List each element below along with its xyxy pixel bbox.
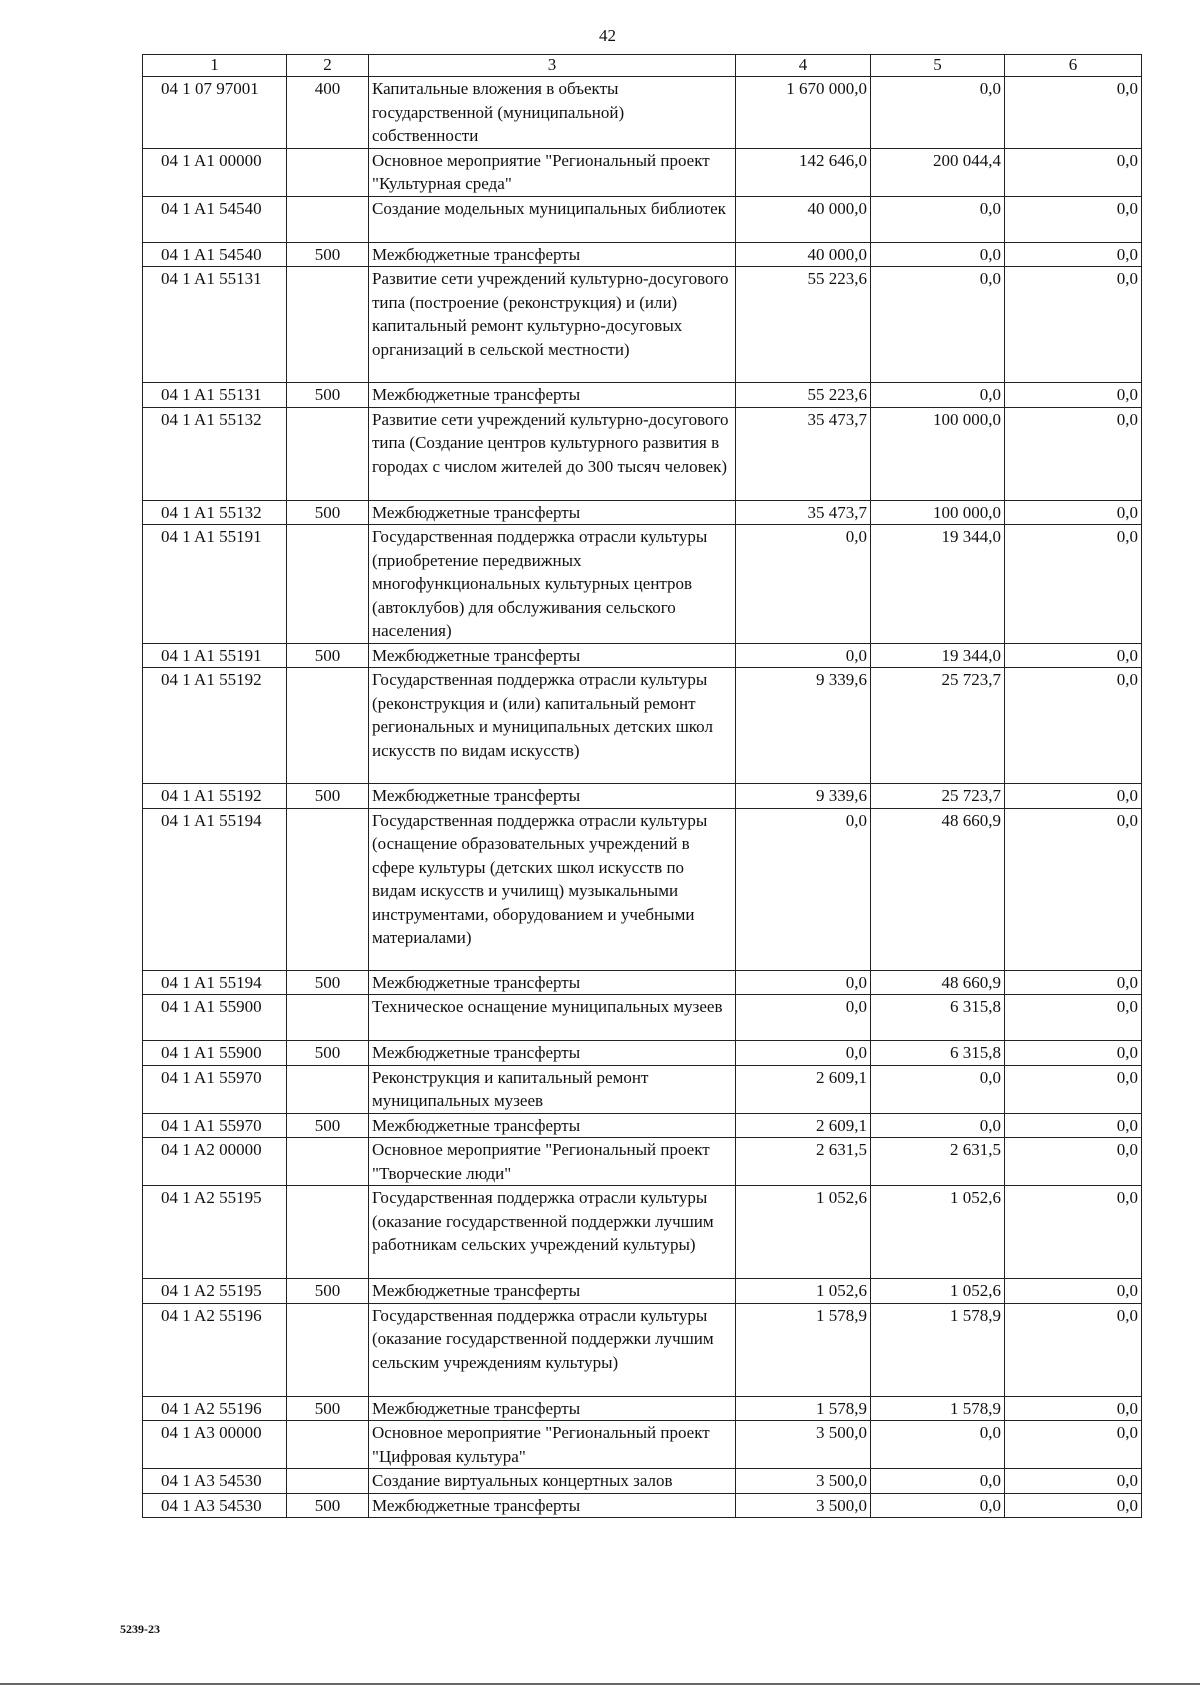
value-cell-6: 0,0 [1005,1279,1142,1304]
code-cell: 04 1 A1 55131 [143,383,287,408]
code-cell: 04 1 A2 00000 [143,1138,287,1186]
code-cell: 04 1 A1 55194 [143,970,287,995]
table-row [143,383,1142,408]
type-cell [287,407,369,500]
value-cell-4: 0,0 [736,525,871,644]
value-cell-6: 0,0 [1005,808,1142,970]
code-cell: 04 1 A1 55192 [143,784,287,809]
type-cell [287,1421,369,1469]
value-cell-5: 1 052,6 [871,1279,1005,1304]
table-row [143,995,1142,1041]
column-header: 3 [369,55,736,77]
table-row [143,500,1142,525]
name-cell: Развитие сети учреждений культурно-досугового типа (построение (реконструкция) и (или) капитальный ремонт культурно-досуговых организаций в сельской местности) [369,267,736,383]
value-cell-5: 0,0 [871,1493,1005,1518]
value-cell-5: 1 052,6 [871,1186,1005,1279]
value-cell-5: 2 631,5 [871,1138,1005,1186]
value-cell-4: 1 052,6 [736,1279,871,1304]
value-cell-5: 48 660,9 [871,808,1005,970]
value-cell-5: 25 723,7 [871,784,1005,809]
document-code: 5239-23 [120,1622,160,1636]
value-cell-4: 1 052,6 [736,1186,871,1279]
value-cell-6: 0,0 [1005,1303,1142,1396]
value-cell-6: 0,0 [1005,1138,1142,1186]
table-row [143,1138,1142,1186]
value-cell-6: 0,0 [1005,643,1142,668]
value-cell-4: 1 670 000,0 [736,77,871,149]
value-cell-4: 35 473,7 [736,500,871,525]
table-row [143,668,1142,784]
type-cell: 500 [287,383,369,408]
code-cell: 04 1 A1 55132 [143,500,287,525]
code-cell: 04 1 A1 55191 [143,643,287,668]
value-cell-4: 0,0 [736,995,871,1041]
name-cell: Межбюджетные трансферты [369,784,736,809]
table-row [143,1065,1142,1113]
name-cell: Основное мероприятие "Региональный проект "Культурная среда" [369,148,736,196]
value-cell-4: 35 473,7 [736,407,871,500]
budget-table [142,54,1142,1518]
column-header: 1 [143,55,287,77]
value-cell-4: 9 339,6 [736,784,871,809]
value-cell-5: 1 578,9 [871,1303,1005,1396]
value-cell-6: 0,0 [1005,525,1142,644]
code-cell: 04 1 A1 54540 [143,196,287,242]
name-cell: Межбюджетные трансферты [369,242,736,267]
table-row [143,525,1142,644]
code-cell: 04 1 A1 55194 [143,808,287,970]
type-cell: 500 [287,1113,369,1138]
value-cell-4: 3 500,0 [736,1493,871,1518]
type-cell [287,148,369,196]
name-cell: Межбюджетные трансферты [369,643,736,668]
value-cell-5: 25 723,7 [871,668,1005,784]
value-cell-5: 0,0 [871,267,1005,383]
table-row [143,784,1142,809]
code-cell: 04 1 A1 55131 [143,267,287,383]
value-cell-4: 55 223,6 [736,383,871,408]
value-cell-5: 0,0 [871,383,1005,408]
column-header: 5 [871,55,1005,77]
type-cell [287,267,369,383]
code-cell: 04 1 A1 55970 [143,1065,287,1113]
name-cell: Межбюджетные трансферты [369,1396,736,1421]
value-cell-5: 0,0 [871,1065,1005,1113]
code-cell: 04 1 07 97001 [143,77,287,149]
value-cell-6: 0,0 [1005,1186,1142,1279]
type-cell: 400 [287,77,369,149]
code-cell: 04 1 A1 55970 [143,1113,287,1138]
value-cell-4: 0,0 [736,1041,871,1066]
type-cell: 500 [287,1279,369,1304]
code-cell: 04 1 A2 55196 [143,1303,287,1396]
code-cell: 04 1 A2 55195 [143,1279,287,1304]
value-cell-6: 0,0 [1005,148,1142,196]
value-cell-5: 100 000,0 [871,407,1005,500]
table-row [143,970,1142,995]
type-cell [287,808,369,970]
value-cell-6: 0,0 [1005,668,1142,784]
type-cell: 500 [287,643,369,668]
code-cell: 04 1 A1 55191 [143,525,287,644]
value-cell-6: 0,0 [1005,500,1142,525]
value-cell-4: 0,0 [736,808,871,970]
value-cell-4: 3 500,0 [736,1421,871,1469]
value-cell-6: 0,0 [1005,267,1142,383]
table-row [143,1421,1142,1469]
table-row [143,643,1142,668]
value-cell-5: 200 044,4 [871,148,1005,196]
value-cell-4: 1 578,9 [736,1396,871,1421]
table-row [143,196,1142,242]
name-cell: Государственная поддержка отрасли культуры (приобретение передвижных многофункциональных культурных центров (автоклубов) для обслуживания сельского населения) [369,525,736,644]
value-cell-6: 0,0 [1005,196,1142,242]
value-cell-5: 0,0 [871,196,1005,242]
value-cell-6: 0,0 [1005,242,1142,267]
code-cell: 04 1 A3 00000 [143,1421,287,1469]
value-cell-4: 1 578,9 [736,1303,871,1396]
code-cell: 04 1 A1 55900 [143,995,287,1041]
value-cell-4: 9 339,6 [736,668,871,784]
name-cell: Капитальные вложения в объекты государственной (муниципальной) собственности [369,77,736,149]
type-cell [287,1065,369,1113]
table-row [143,1041,1142,1066]
value-cell-4: 3 500,0 [736,1469,871,1494]
code-cell: 04 1 A2 55195 [143,1186,287,1279]
value-cell-6: 0,0 [1005,1041,1142,1066]
value-cell-6: 0,0 [1005,77,1142,149]
value-cell-4: 2 609,1 [736,1065,871,1113]
table-row [143,1396,1142,1421]
name-cell: Государственная поддержка отрасли культуры (реконструкция и (или) капитальный ремонт региональных и муниципальных детских школ искусств по видам искусств) [369,668,736,784]
value-cell-4: 2 609,1 [736,1113,871,1138]
value-cell-4: 40 000,0 [736,242,871,267]
table-row [143,1469,1142,1494]
value-cell-4: 142 646,0 [736,148,871,196]
value-cell-4: 0,0 [736,970,871,995]
table-row [143,1279,1142,1304]
type-cell [287,525,369,644]
value-cell-6: 0,0 [1005,407,1142,500]
column-header: 6 [1005,55,1142,77]
code-cell: 04 1 A1 55900 [143,1041,287,1066]
code-cell: 04 1 A1 00000 [143,148,287,196]
type-cell [287,196,369,242]
table-row [143,1493,1142,1518]
type-cell [287,1186,369,1279]
value-cell-5: 6 315,8 [871,1041,1005,1066]
table-row [143,77,1142,149]
name-cell: Государственная поддержка отрасли культуры (оказание государственной поддержки лучшим сельским учреждениям культуры) [369,1303,736,1396]
type-cell [287,1469,369,1494]
type-cell [287,668,369,784]
type-cell: 500 [287,1493,369,1518]
value-cell-4: 0,0 [736,643,871,668]
value-cell-4: 2 631,5 [736,1138,871,1186]
page-number: 42 [599,26,616,45]
name-cell: Межбюджетные трансферты [369,1279,736,1304]
name-cell: Межбюджетные трансферты [369,383,736,408]
value-cell-6: 0,0 [1005,970,1142,995]
type-cell [287,1303,369,1396]
type-cell [287,995,369,1041]
value-cell-5: 0,0 [871,242,1005,267]
value-cell-6: 0,0 [1005,1469,1142,1494]
column-header: 2 [287,55,369,77]
value-cell-5: 19 344,0 [871,525,1005,644]
type-cell: 500 [287,784,369,809]
value-cell-5: 0,0 [871,77,1005,149]
value-cell-5: 0,0 [871,1421,1005,1469]
value-cell-6: 0,0 [1005,784,1142,809]
type-cell [287,1138,369,1186]
code-cell: 04 1 A2 55196 [143,1396,287,1421]
table-row [143,148,1142,196]
name-cell: Реконструкция и капитальный ремонт муниципальных музеев [369,1065,736,1113]
name-cell: Основное мероприятие "Региональный проект "Цифровая культура" [369,1421,736,1469]
table-row [143,267,1142,383]
name-cell: Государственная поддержка отрасли культуры (оснащение образовательных учреждений в сфере культуры (детских школ искусств по видам искусств и училищ) музыкальными инструментами, оборудованием и учебными материалами) [369,808,736,970]
type-cell: 500 [287,500,369,525]
name-cell: Создание виртуальных концертных залов [369,1469,736,1494]
name-cell: Межбюджетные трансферты [369,1113,736,1138]
name-cell: Межбюджетные трансферты [369,970,736,995]
value-cell-4: 40 000,0 [736,196,871,242]
name-cell: Межбюджетные трансферты [369,1041,736,1066]
value-cell-5: 0,0 [871,1469,1005,1494]
column-header: 4 [736,55,871,77]
value-cell-5: 1 578,9 [871,1396,1005,1421]
value-cell-6: 0,0 [1005,1421,1142,1469]
table-row [143,407,1142,500]
value-cell-4: 55 223,6 [736,267,871,383]
name-cell: Развитие сети учреждений культурно-досугового типа (Создание центров культурного развития в городах с числом жителей до 300 тысяч человек) [369,407,736,500]
value-cell-6: 0,0 [1005,383,1142,408]
type-cell: 500 [287,970,369,995]
table-body [143,77,1142,1518]
table-row [143,242,1142,267]
code-cell: 04 1 A1 55132 [143,407,287,500]
type-cell: 500 [287,1396,369,1421]
value-cell-6: 0,0 [1005,995,1142,1041]
value-cell-6: 0,0 [1005,1113,1142,1138]
code-cell: 04 1 A3 54530 [143,1493,287,1518]
type-cell: 500 [287,242,369,267]
value-cell-6: 0,0 [1005,1396,1142,1421]
table-row [143,1113,1142,1138]
type-cell: 500 [287,1041,369,1066]
table-row [143,808,1142,970]
value-cell-6: 0,0 [1005,1493,1142,1518]
value-cell-5: 19 344,0 [871,643,1005,668]
name-cell: Межбюджетные трансферты [369,1493,736,1518]
code-cell: 04 1 A1 55192 [143,668,287,784]
table-row [143,1186,1142,1279]
name-cell: Создание модельных муниципальных библиотек [369,196,736,242]
name-cell: Государственная поддержка отрасли культуры (оказание государственной поддержки лучшим работникам сельских учреждений культуры) [369,1186,736,1279]
value-cell-6: 0,0 [1005,1065,1142,1113]
table-row [143,1303,1142,1396]
header-row [143,55,1142,77]
name-cell: Межбюджетные трансферты [369,500,736,525]
code-cell: 04 1 A3 54530 [143,1469,287,1494]
value-cell-5: 6 315,8 [871,995,1005,1041]
name-cell: Основное мероприятие "Региональный проект "Творческие люди" [369,1138,736,1186]
value-cell-5: 48 660,9 [871,970,1005,995]
value-cell-5: 100 000,0 [871,500,1005,525]
name-cell: Техническое оснащение муниципальных музеев [369,995,736,1041]
code-cell: 04 1 A1 54540 [143,242,287,267]
value-cell-5: 0,0 [871,1113,1005,1138]
